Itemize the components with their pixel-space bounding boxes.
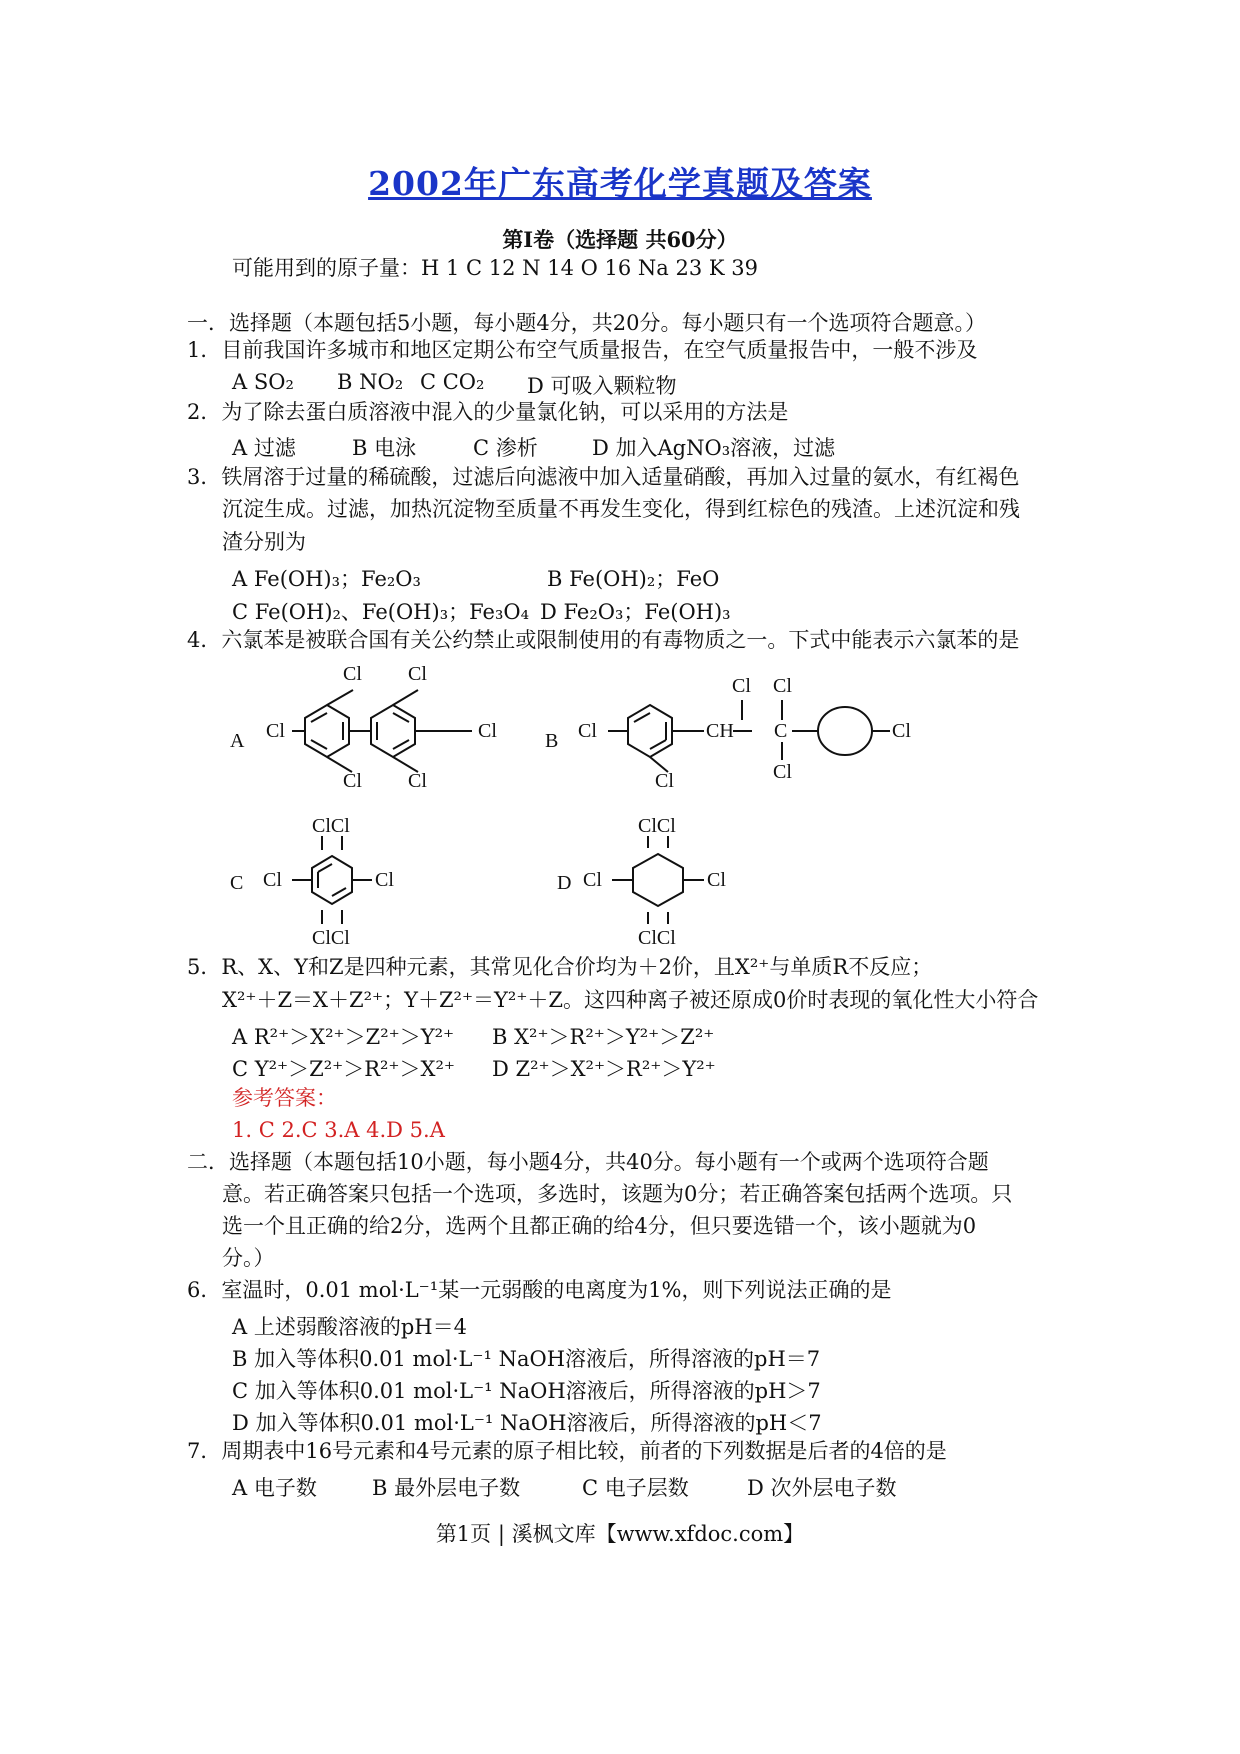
a-cl-3: Cl [266,720,285,742]
d-cl-left: Cl [583,869,602,891]
a-cl-5: Cl [343,770,362,792]
b-ch: CH [706,720,734,742]
q4-label-a: A [230,730,245,752]
a-cl-1: Cl [343,663,362,685]
q4-label-d: D [557,872,572,894]
q2-option-d: D 加入AgNO₃溶液，过滤 [592,436,836,460]
q3-stem-line-2: 沉淀生成。过滤，加热沉淀物至质量不再发生变化，得到红棕色的残渣。上述沉淀和残 [222,497,1020,521]
q1-option-a: A SO₂ [232,370,294,394]
b-cl-5: Cl [773,761,792,783]
q6-option-b: B 加入等体积0.01 mol·L⁻¹ NaOH溶液后，所得溶液的pH＝7 [232,1347,821,1371]
section-2-line-2: 意。若正确答案只包括一个选项，多选时，该题为0分；若正确答案包括两个选项。只 [222,1182,1013,1206]
page-title[interactable]: 2002年广东高考化学真题及答案 [368,164,872,203]
q5-option-a: A R²⁺＞X²⁺＞Z²⁺＞Y²⁺ [232,1025,455,1049]
structure-d [612,836,704,924]
q5-stem-line-1: 5．R、X、Y和Z是四种元素，其常见化合价均为＋2价，且X²⁺与单质R不反应； [187,955,933,979]
q7-option-a: A 电子数 [232,1476,317,1500]
structure-c [292,836,372,924]
q3-option-c: C Fe(OH)₂、Fe(OH)₃；Fe₃O₄ [232,600,530,624]
q1-option-c: C CO₂ [420,370,485,394]
q6-option-a: A 上述弱酸溶液的pH＝4 [232,1315,467,1339]
c-cl-left: Cl [263,869,282,891]
volume-heading: 第Ⅰ卷（选择题 共60分） [502,227,738,252]
page-footer[interactable]: 第1页 | 溪枫文库【www.xfdoc.com】 [435,1522,805,1546]
q7-option-c: C 电子层数 [582,1476,689,1500]
a-cl-6: Cl [408,770,427,792]
q3-option-b: B Fe(OH)₂；FeO [547,567,720,591]
c-cl-right: Cl [375,869,394,891]
q4-stem: 4．六氯苯是被联合国有关公约禁止或限制使用的有毒物质之一。下式中能表示六氯苯的是 [187,628,1020,652]
a-cl-2: Cl [408,663,427,685]
q6-stem: 6．室温时，0.01 mol·L⁻¹某一元弱酸的电离度为1%，则下列说法正确的是 [187,1278,892,1302]
atomic-masses: 可能用到的原子量：H 1 C 12 N 14 O 16 Na 23 K 39 [232,256,758,280]
structure-b [608,700,890,772]
q5-option-b: B X²⁺＞R²⁺＞Y²⁺＞Z²⁺ [492,1025,715,1049]
c-clcl-top: ClCl [312,815,350,837]
q6-option-d: D 加入等体积0.01 mol·L⁻¹ NaOH溶液后，所得溶液的pH＜7 [232,1411,822,1435]
q7-option-d: D 次外层电子数 [747,1476,897,1500]
q7-option-b: B 最外层电子数 [372,1476,521,1500]
a-cl-4: Cl [478,720,497,742]
structure-a [292,690,472,772]
q2-stem: 2．为了除去蛋白质溶液中混入的少量氯化钠，可以采用的方法是 [187,400,789,424]
answer-label: 参考答案： [232,1086,337,1110]
q1-option-d: D 可吸入颗粒物 [527,374,677,398]
b-cl-6: Cl [892,720,911,742]
q4-label-c: C [230,872,244,894]
q7-stem: 7．周期表中16号元素和4号元素的原子相比较，前者的下列数据是后者的4倍的是 [187,1439,947,1463]
d-cl-right: Cl [707,869,726,891]
q3-option-d: D Fe₂O₃；Fe(OH)₃ [540,600,731,624]
section-2-line-4: 分。） [222,1246,275,1270]
b-c: C [774,720,788,742]
q3-stem-line-3: 渣分别为 [222,530,306,554]
c-clcl-bottom: ClCl [312,927,350,949]
q6-option-c: C 加入等体积0.01 mol·L⁻¹ NaOH溶液后，所得溶液的pH＞7 [232,1379,821,1403]
b-cl-1: Cl [578,720,597,742]
answer-list: 1. C 2.C 3.A 4.D 5.A [232,1118,445,1142]
q5-option-d: D Z²⁺＞X²⁺＞R²⁺＞Y²⁺ [492,1057,716,1081]
q5-option-c: C Y²⁺＞Z²⁺＞R²⁺＞X²⁺ [232,1057,455,1081]
q4-label-b: B [545,730,559,752]
q2-option-b: B 电泳 [352,436,417,460]
q1-option-b: B NO₂ [337,370,404,394]
q3-stem-line-1: 3．铁屑溶于过量的稀硫酸，过滤后向滤液中加入适量硝酸，再加入过量的氨水，有红褐色 [187,465,1020,489]
q2-option-a: A 过滤 [232,436,296,460]
b-cl-3: Cl [732,675,751,697]
q2-option-c: C 渗析 [473,436,538,460]
d-clcl-top: ClCl [638,815,676,837]
section-2-line-3: 选一个且正确的给2分，选两个且都正确的给4分，但只要选错一个，该小题就为0 [222,1214,977,1238]
section-2-line-1: 二．选择题（本题包括10小题，每小题4分，共40分。每小题有一个或两个选项符合题 [187,1150,989,1174]
section-1-heading: 一．选择题（本题包括5小题，每小题4分，共20分。每小题只有一个选项符合题意。） [187,311,986,335]
d-clcl-bottom: ClCl [638,927,676,949]
q5-stem-line-2: X²⁺＋Z＝X＋Z²⁺；Y＋Z²⁺＝Y²⁺＋Z。这四种离子被还原成0价时表现的氧化性大小符合 [222,988,1039,1012]
b-cl-4: Cl [773,675,792,697]
q1-stem: 1．目前我国许多城市和地区定期公布空气质量报告，在空气质量报告中，一般不涉及 [187,338,978,362]
q3-option-a: A Fe(OH)₃；Fe₂O₃ [232,567,421,591]
b-cl-2: Cl [655,770,674,792]
